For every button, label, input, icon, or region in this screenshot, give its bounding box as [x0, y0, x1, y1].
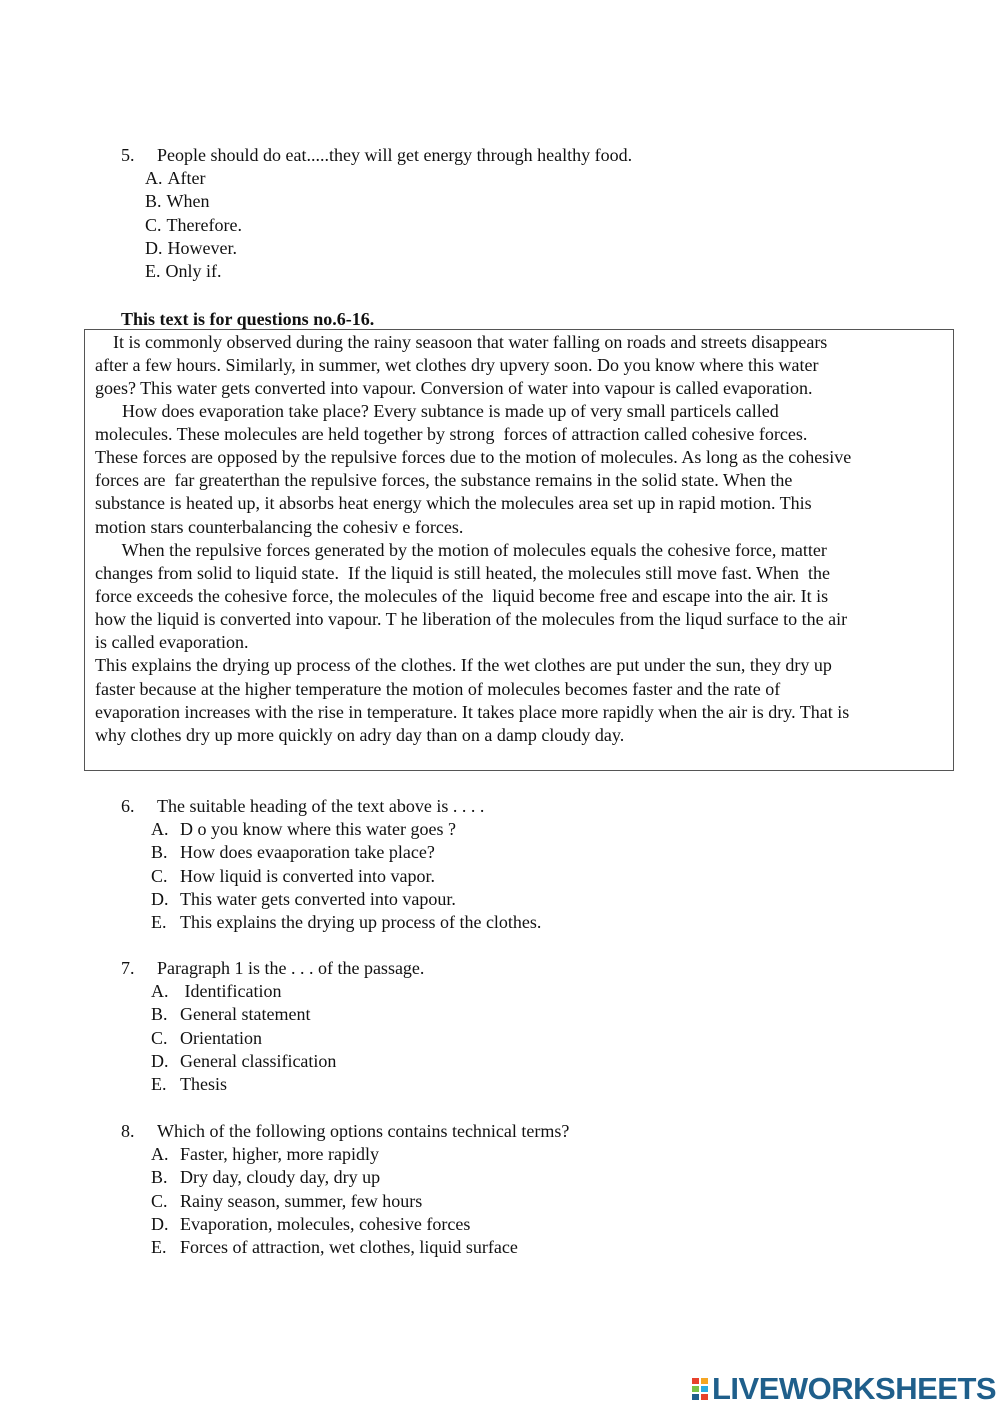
option-d[interactable]: D. However.	[145, 237, 237, 258]
option-d[interactable]: D. Evaporation, molecules, cohesive forces	[151, 1213, 471, 1234]
passage-line: When the repulsive forces generated by the motion of molecules equals the cohesive force, matter	[95, 540, 827, 560]
passage-line: molecules. These molecules are held together by strong forces of attraction called cohesive forces.	[95, 424, 808, 444]
logo-text: LIVEWORKSHEETS	[712, 1371, 997, 1406]
option-e[interactable]: E. This explains the drying up process of the clothes.	[151, 912, 542, 933]
option-c[interactable]: C. Rainy season, summer, few hours	[151, 1190, 423, 1211]
question-7	[121, 957, 424, 1096]
option-d[interactable]: D. General classification	[151, 1050, 337, 1071]
passage-line: force exceeds the cohesive force, the molecules of the liquid become free and escape into the air. It is	[95, 586, 829, 606]
option-b[interactable]: B. How does evaaporation take place?	[151, 842, 435, 863]
passage-line: evaporation increases with the rise in temperature. It takes place more rapidly when the air is dry. That is	[95, 702, 850, 722]
option-a[interactable]: A. D o you know where this water goes ?	[151, 819, 456, 840]
question-8-options	[121, 1143, 569, 1259]
passage-line: after a few hours. Similarly, in summer, wet clothes dry upvery soon. Do you know where this water	[95, 355, 819, 375]
passage-line: faster because at the higher temperature the motion of molecules becomes faster and the rate of	[95, 679, 781, 699]
question-number: 8.	[121, 1121, 135, 1141]
question-6-stem	[121, 795, 541, 818]
passage-line: substance is heated up, it absorbs heat energy which the molecules area set up in rapid motion. This	[95, 493, 812, 513]
question-8	[121, 1120, 569, 1259]
passage-line: is called evaporation.	[95, 632, 249, 652]
question-6	[121, 795, 541, 934]
passage-line: forces are far greaterthan the repulsive forces, the substance remains in the solid state. When the	[95, 470, 793, 490]
passage-line: motion stars counterbalancing the cohesiv e forces.	[95, 517, 464, 537]
question-5-options	[121, 167, 632, 283]
option-a[interactable]: A. Faster, higher, more rapidly	[151, 1144, 380, 1165]
question-7-stem	[121, 957, 424, 980]
option-a[interactable]: A. After	[145, 168, 206, 189]
question-number: 5.	[121, 145, 135, 165]
option-c[interactable]: C. Orientation	[151, 1027, 262, 1048]
option-c[interactable]: C. Therefore.	[145, 214, 242, 235]
question-text: Paragraph 1 is the . . . of the passage.	[157, 958, 425, 978]
passage-title: This text is for questions no.6-16.	[121, 309, 375, 329]
passage-line: How does evaporation take place? Every subtance is made up of very small particels called	[95, 401, 779, 421]
option-c[interactable]: C. How liquid is converted into vapor.	[151, 865, 435, 886]
question-text: People should do eat.....they will get energy through healthy food.	[157, 145, 633, 165]
question-8-stem	[121, 1120, 569, 1143]
question-number: 6.	[121, 796, 135, 816]
passage-line: why clothes dry up more quickly on adry day than on a damp cloudy day.	[95, 725, 625, 745]
passage-line: These forces are opposed by the repulsive forces due to the motion of molecules. As long as the cohesive	[95, 447, 852, 467]
passage-line: goes? This water gets converted into vapour. Conversion of water into vapour is called evaporation.	[95, 378, 813, 398]
passage-line: changes from solid to liquid state. If the liquid is still heated, the molecules still move fast. When the	[95, 563, 831, 583]
logo-mark-icon	[692, 1376, 710, 1402]
question-5	[121, 144, 632, 283]
question-6-options	[121, 818, 541, 934]
question-text: Which of the following options contains technical terms?	[157, 1121, 570, 1141]
passage-line: It is commonly observed during the rainy seasoon that water falling on roads and streets disappears	[95, 332, 828, 352]
question-number: 7.	[121, 958, 135, 978]
option-b[interactable]: B. When	[145, 191, 210, 212]
liveworksheets-logo	[692, 1371, 997, 1406]
question-7-options	[121, 980, 424, 1096]
question-text: The suitable heading of the text above is . . . .	[157, 796, 485, 816]
passage-line: This explains the drying up process of the clothes. If the wet clothes are put under the sun, they dry up	[95, 655, 832, 675]
option-e[interactable]: E. Thesis	[151, 1074, 227, 1095]
option-b[interactable]: B. Dry day, cloudy day, dry up	[151, 1167, 381, 1188]
question-5-stem	[121, 144, 632, 167]
option-e[interactable]: E. Forces of attraction, wet clothes, liquid surface	[151, 1237, 518, 1258]
option-e[interactable]: E. Only if.	[145, 261, 222, 282]
option-a[interactable]: A. Identification	[151, 981, 282, 1002]
passage-line: how the liquid is converted into vapour. T he liberation of the molecules from the liqud surface to the air	[95, 609, 848, 629]
option-b[interactable]: B. General statement	[151, 1004, 311, 1025]
option-d[interactable]: D. This water gets converted into vapour.	[151, 888, 456, 909]
